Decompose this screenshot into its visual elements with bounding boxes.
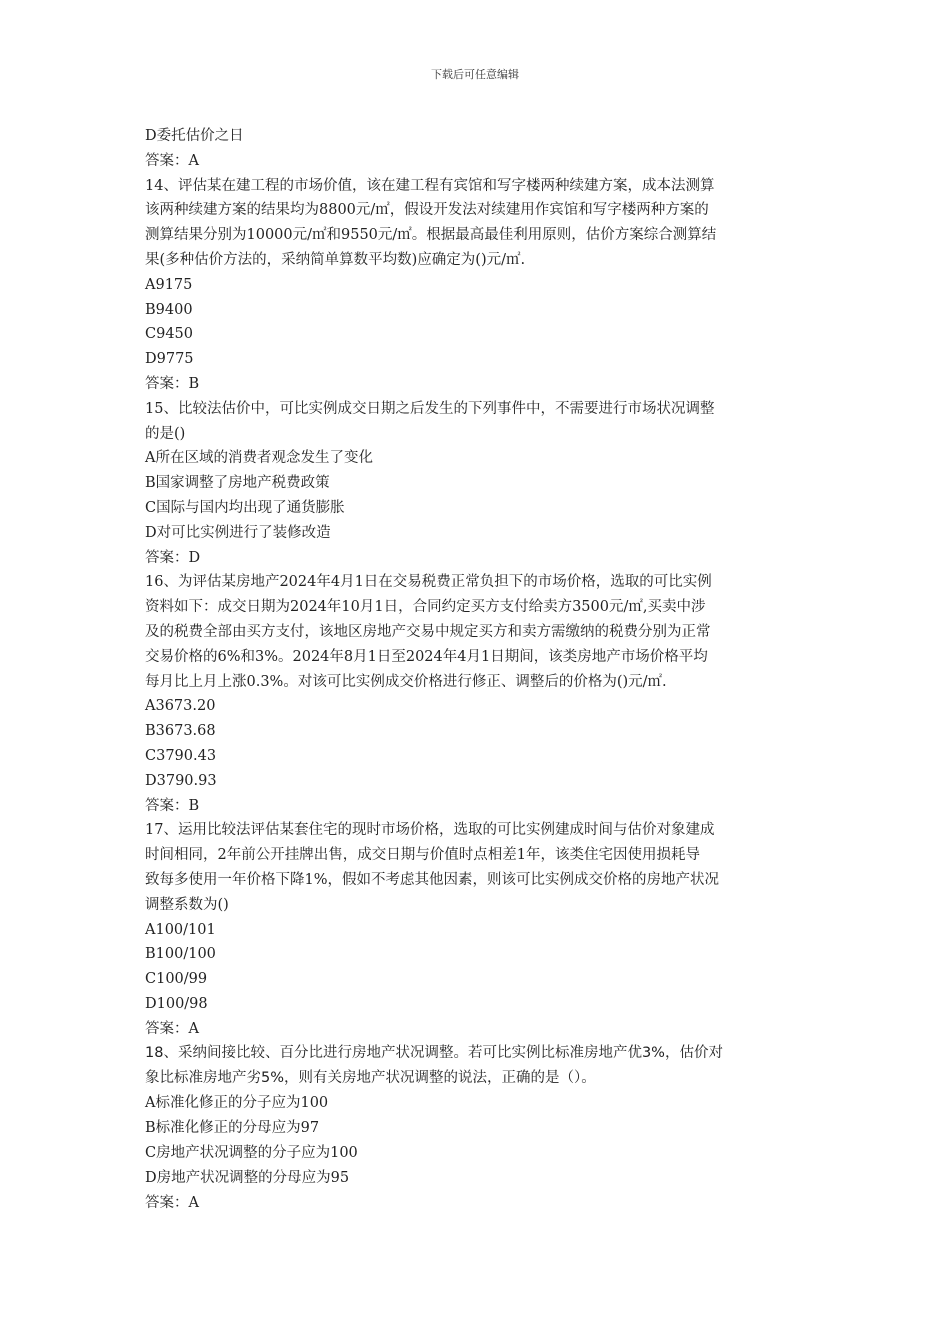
text-line: A标准化修正的分子应为100 [145,1095,329,1112]
text-line: 交易价格的6%和3%。2024年8月1日至2024年4月1日期间，该类房地产市场价格平均 [145,648,708,665]
text-line: D9775 [145,351,194,368]
text-line: 答案：A [145,152,199,169]
text-line: 测算结果分别为10000元/㎡和9550元/㎡。根据最高最佳利用原则，估价方案综合测算结 [145,227,717,244]
page-header: 下载后可任意编辑 [431,68,519,81]
text-line: 的是() [145,425,186,442]
text-line: C3790.43 [145,747,217,764]
text-line: 15、比较法估价中，可比实例成交日期之后发生的下列事件中，不需要进行市场状况调整 [145,400,715,417]
text-line: 17、运用比较法评估某套住宅的现时市场价格，选取的可比实例建成时间与估价对象建成 [145,822,715,839]
text-line: 答案：A [145,1020,199,1037]
text-line: B3673.68 [145,723,216,740]
text-line: B9400 [145,301,193,318]
text-line: 该两种续建方案的结果均为8800元/㎡，假设开发法对续建用作宾馆和写字楼两种方案的 [145,202,709,219]
text-line: D对可比实例进行了装修改造 [145,524,331,541]
text-line: 18、采纳间接比较、百分比进行房地产状况调整。若可比实例比标准房地产优3%，估价对 [145,1045,723,1062]
text-line: D3790.93 [145,772,217,789]
text-line: D100/98 [145,995,208,1012]
text-line: 16、为评估某房地产2024年4月1日在交易税费正常负担下的市场价格，选取的可比实例 [145,574,712,591]
text-line: 每月比上月上涨0.3%。对该可比实例成交价格进行修正、调整后的价格为()元/㎡. [145,673,667,690]
text-line: B国家调整了房地产税费政策 [145,475,330,492]
text-line: 资料如下：成交日期为2024年10月1日，合同约定买方支付给卖方3500元/㎡,买卖中涉 [145,599,706,616]
text-line: C国际与国内均出现了通货膨胀 [145,499,345,516]
document-body [145,124,810,1215]
text-line: 象比标准房地产劣5%，则有关房地产状况调整的说法，正确的是（）。 [145,1070,596,1087]
question-block-14-17 [145,124,810,1041]
text-line: 果(多种估价方法的，采纳简单算数平均数)应确定为()元/㎡. [145,251,526,268]
text-line: 答案：A [145,1194,199,1211]
text-line: 时间相同，2年前公开挂牌出售，成交日期与价值时点相差1年，该类住宅因使用损耗导 [145,847,700,864]
text-line: C房地产状况调整的分子应为100 [145,1145,358,1162]
text-line: B标准化修正的分母应为97 [145,1120,320,1137]
text-line: A3673.20 [145,698,216,715]
text-line: 答案：B [145,797,200,814]
text-line: D委托估价之日 [145,128,244,144]
text-line: A所在区域的消费者观念发生了变化 [145,450,373,467]
text-line: D房地产状况调整的分母应为95 [145,1169,350,1186]
question-18-options [145,1091,810,1215]
text-line: 14、评估某在建工程的市场价值，该在建工程有宾馆和写字楼两种续建方案，成本法测算 [145,177,715,194]
text-line: C100/99 [145,971,208,988]
text-line: A9175 [145,276,193,293]
question-18-stem [145,1041,810,1091]
text-line: 及的税费全部由买方支付，该地区房地产交易中规定买方和卖方需缴纳的税费分别为正常 [145,623,711,640]
text-line: C9450 [145,326,193,343]
text-line: 调整系数为() [145,896,229,913]
text-line: 答案：D [145,549,201,566]
text-line: 致每多使用一年价格下降1%，假如不考虑其他因素，则该可比实例成交价格的房地产状况 [145,871,719,888]
text-line: B100/100 [145,946,216,963]
text-line: 答案：B [145,375,200,392]
text-line: A100/101 [145,921,216,938]
